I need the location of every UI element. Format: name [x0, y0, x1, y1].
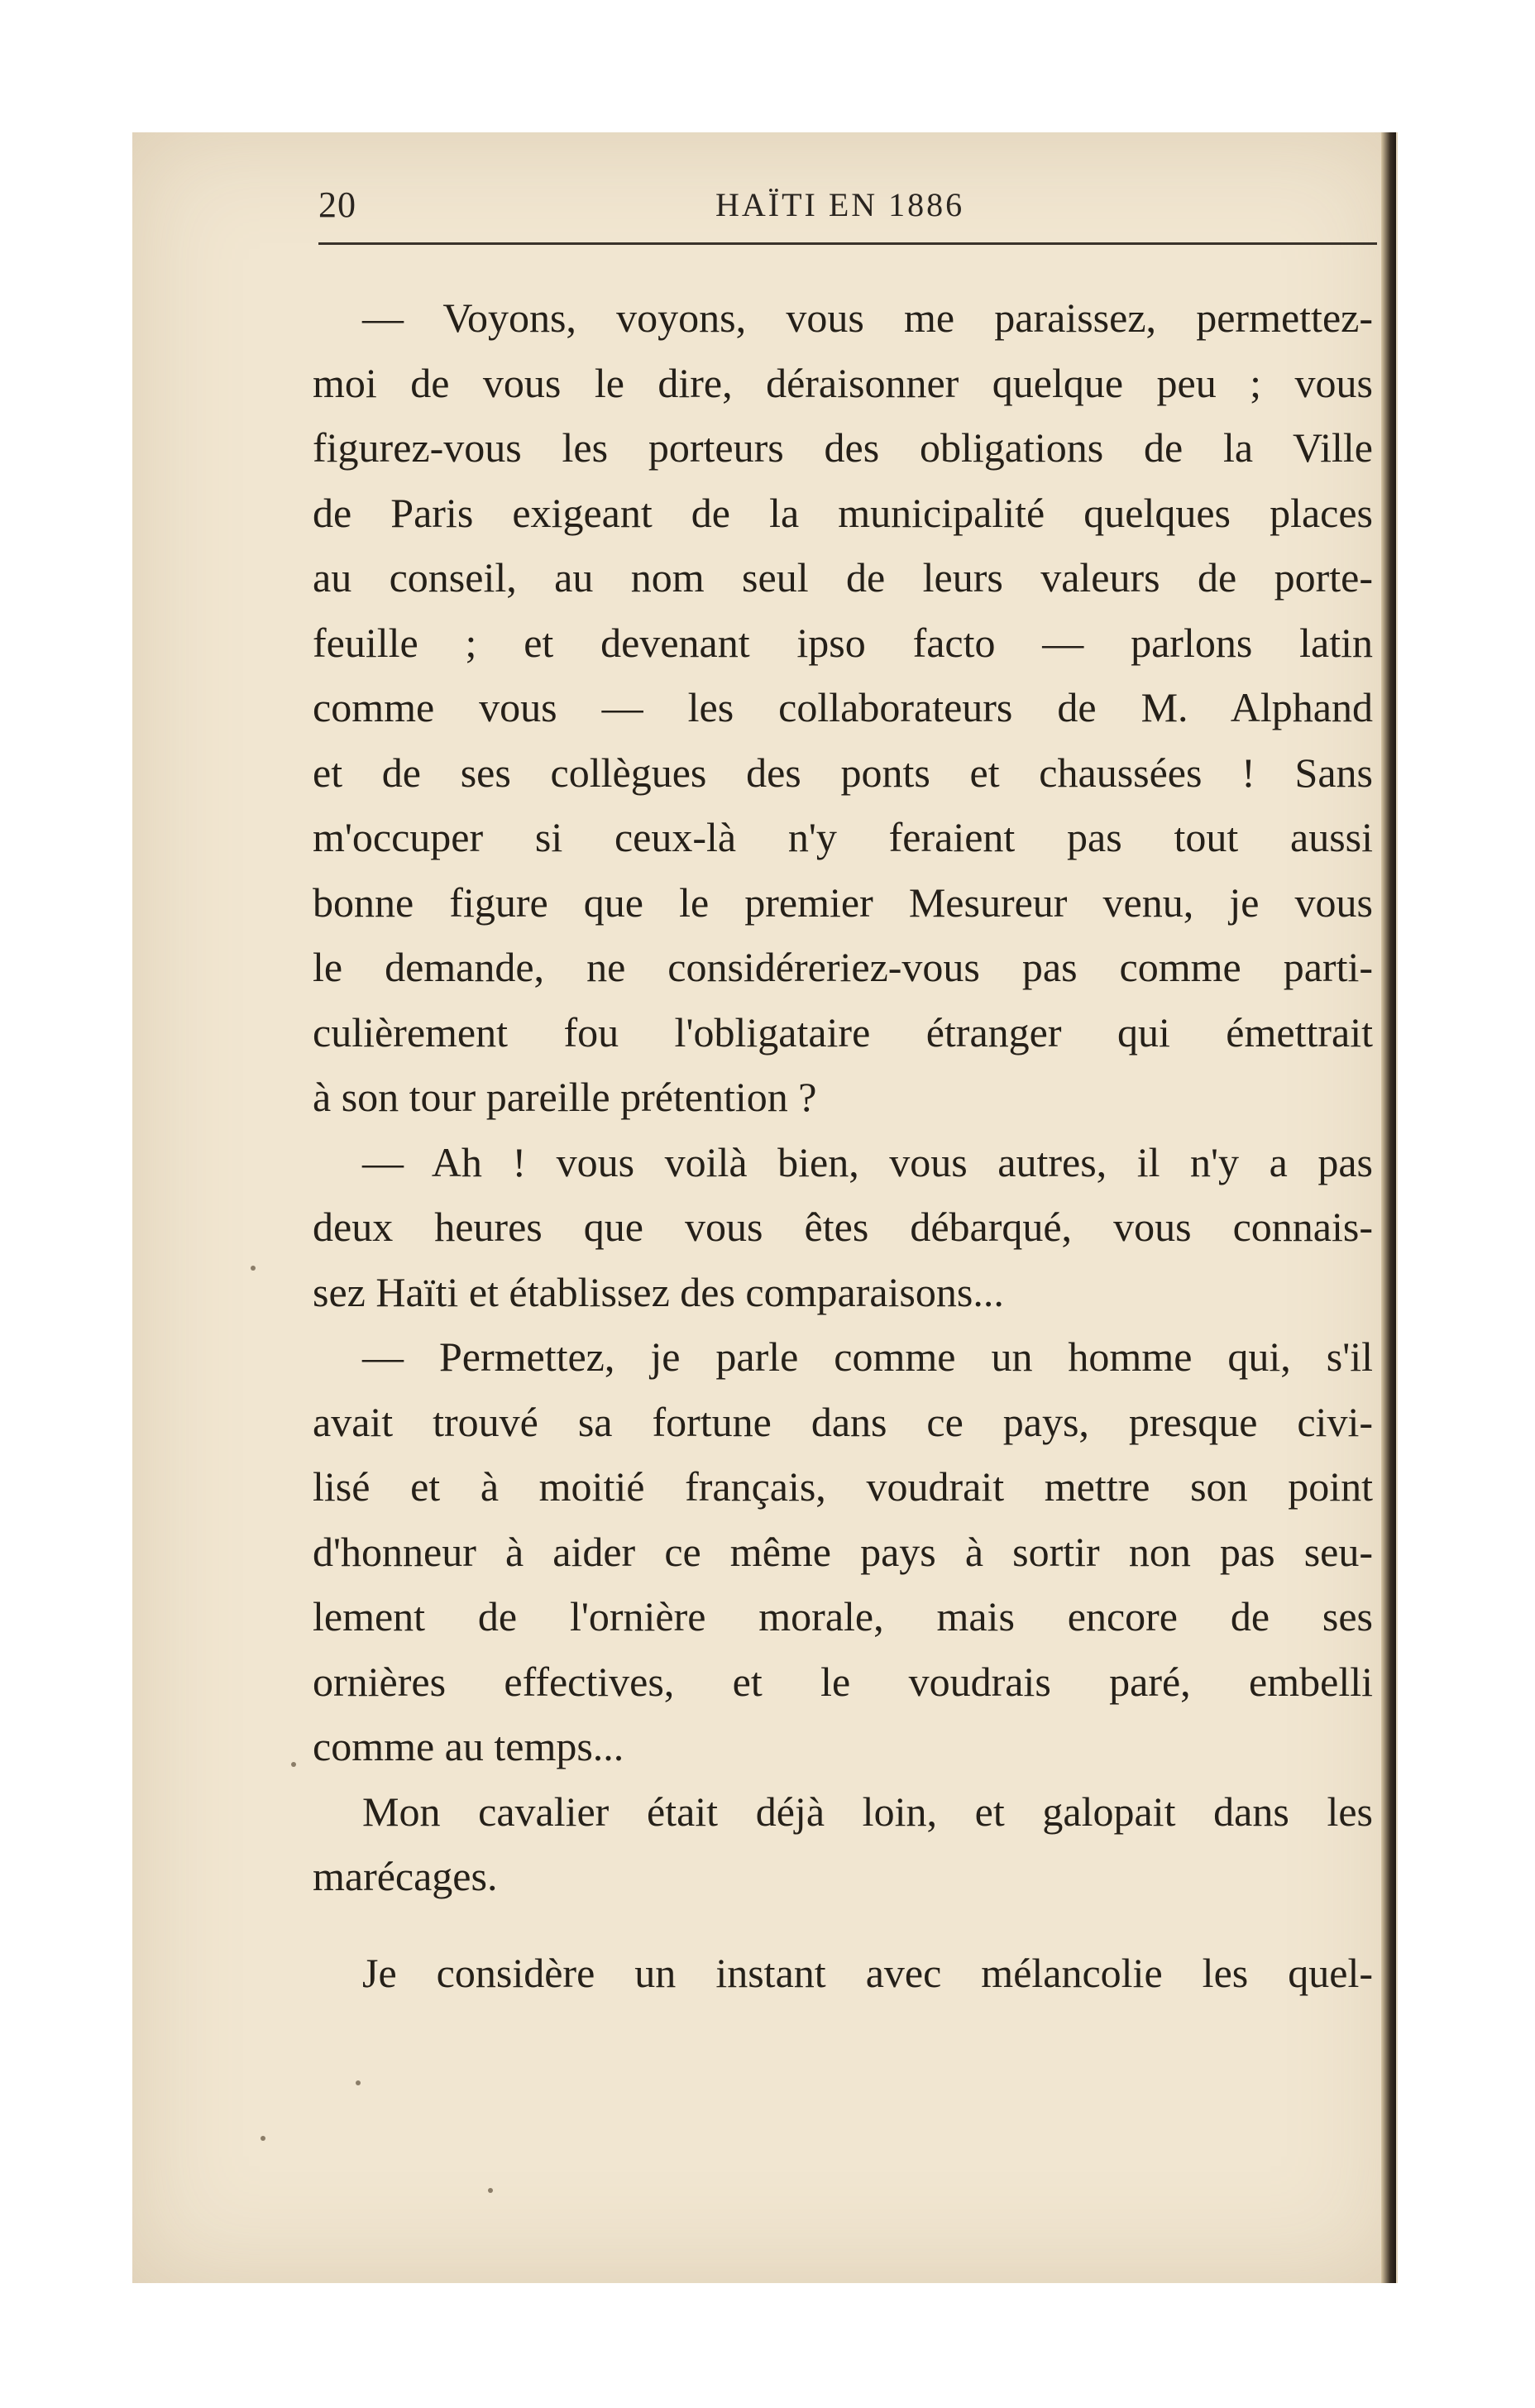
page-number: 20 — [318, 184, 356, 225]
text-line: lement de l'ornière morale, mais encore de ses — [313, 1593, 1373, 1640]
text-line: comme vous — les collaborateurs de M. Alphand — [313, 684, 1373, 730]
paper-speck — [261, 2136, 265, 2141]
text-line: feuille ; et devenant ipso facto — parlons latin — [313, 619, 1373, 666]
page-header — [318, 180, 1377, 230]
text-line: comme au temps... — [313, 1723, 624, 1769]
paper-speck — [251, 1266, 256, 1271]
text-line: avait trouvé sa fortune dans ce pays, presque civi- — [313, 1398, 1373, 1445]
body-text — [313, 285, 1373, 2005]
text-line: figurez-vous les porteurs des obligations de la Ville — [313, 424, 1373, 471]
paper-speck — [291, 1762, 296, 1767]
text-line: m'occuper si ceux-là n'y feraient pas tout aussi — [313, 814, 1373, 860]
text-line: moi de vous le dire, déraisonner quelque peu ; vous — [313, 359, 1373, 406]
text-line: le demande, ne considéreriez-vous pas comme parti- — [313, 944, 1373, 990]
paper-speck — [488, 2188, 493, 2193]
text-line: à son tour pareille prétention ? — [313, 1074, 817, 1120]
text-line: bonne figure que le premier Mesureur venu, je vous — [313, 878, 1373, 926]
running-title: HAÏTI EN 1886 — [715, 186, 965, 223]
page-edge-shadow — [1381, 132, 1396, 2283]
paper-speck — [356, 2080, 361, 2085]
text-line: de Paris exigeant de la municipalité quelques places — [313, 489, 1373, 536]
text-line: et de ses collègues des ponts et chaussées ! Sans — [313, 749, 1373, 796]
text-line: culièrement fou l'obligataire étranger qui émettrait — [313, 1008, 1373, 1056]
text-line: lisé et à moitié français, voudrait mettre son point — [313, 1463, 1373, 1510]
text-line: au conseil, au nom seul de leurs valeurs de porte- — [313, 554, 1373, 601]
text-line: sez Haïti et établissez des comparaisons... — [313, 1268, 1004, 1315]
text-line: — Permettez, je parle comme un homme qui, s'il — [362, 1333, 1373, 1380]
text-line: — Ah ! vous voilà bien, vous autres, il n'y a pas — [362, 1138, 1373, 1185]
paragraph-gap — [313, 1909, 1373, 1941]
text-line: marécages. — [313, 1853, 498, 1899]
text-line: Mon cavalier était déjà loin, et galopait dans les — [362, 1788, 1373, 1835]
text-line: Je considère un instant avec mélancolie les quel- — [362, 1949, 1373, 1996]
header-rule — [318, 242, 1377, 245]
text-line: ornières effectives, et le voudrais paré, embelli — [313, 1658, 1373, 1705]
text-line: deux heures que vous êtes débarqué, vous connais- — [313, 1204, 1373, 1250]
text-line: d'honneur à aider ce même pays à sortir non pas seu- — [313, 1528, 1373, 1575]
text-line: — Voyons, voyons, vous me paraissez, permettez- — [362, 294, 1373, 341]
